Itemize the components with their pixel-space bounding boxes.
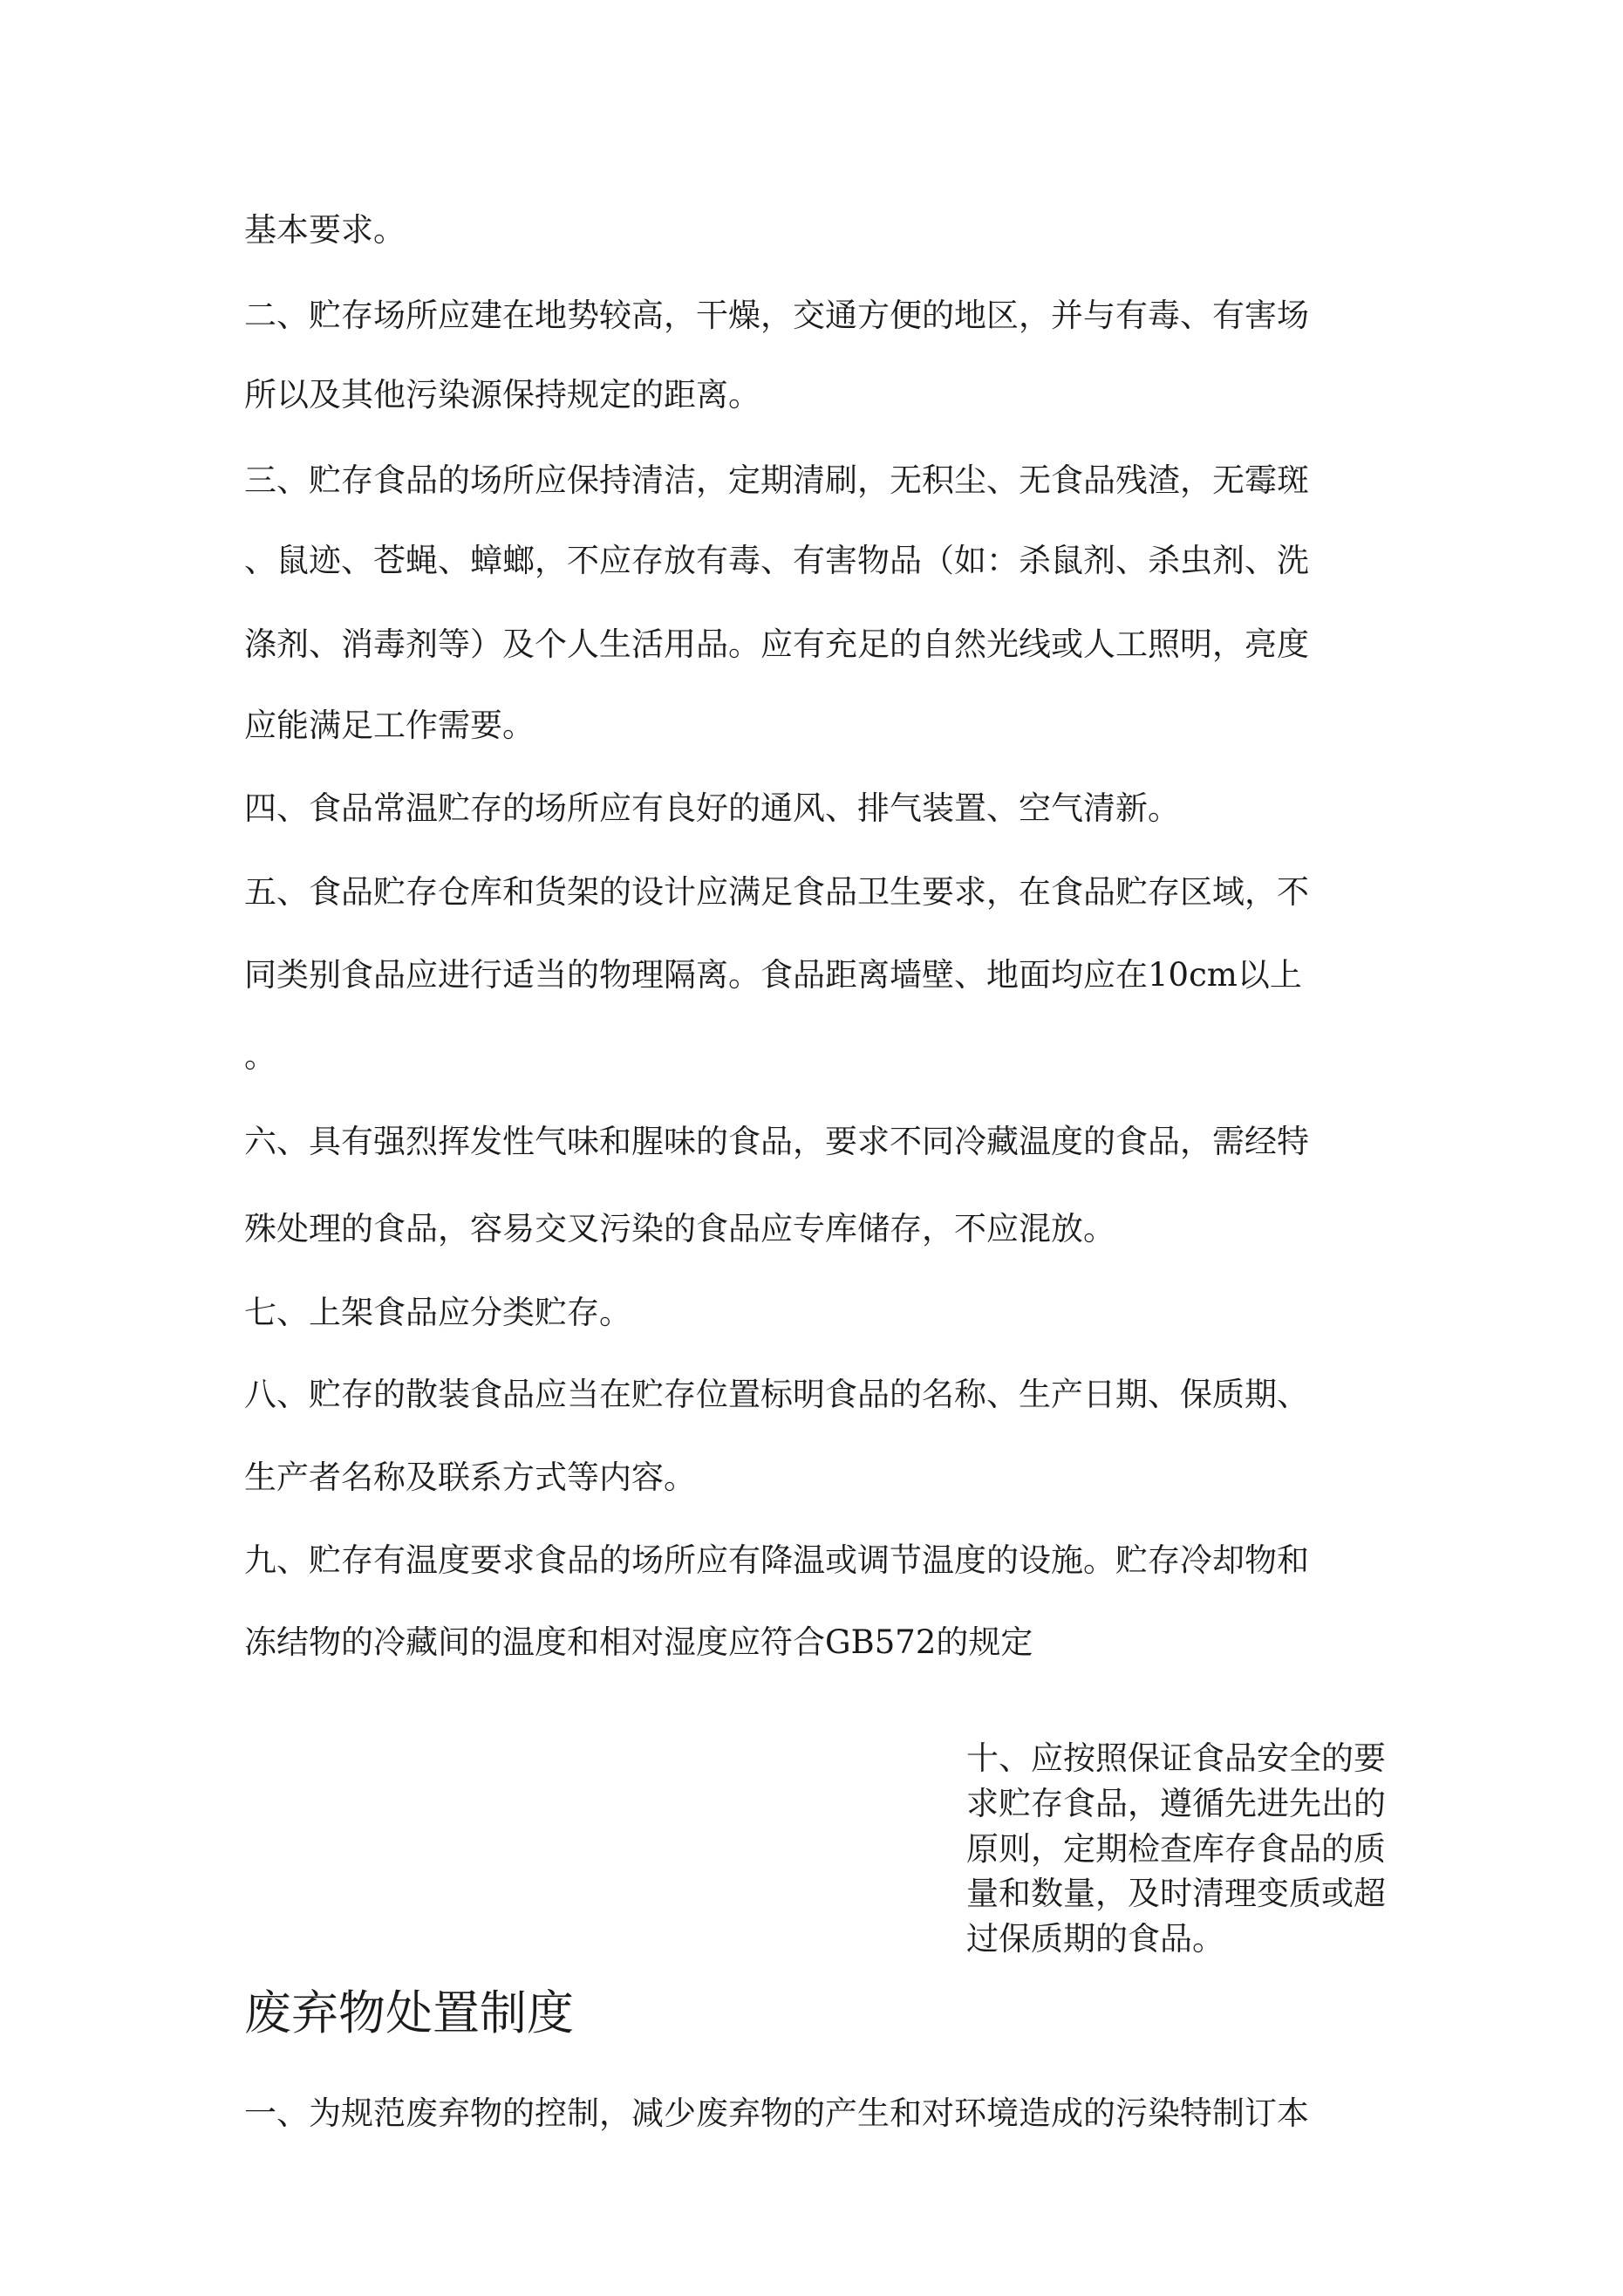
- paragraph-line: 一、为规范废弃物的控制，减少废弃物的产生和对环境造成的污染特制订本: [244, 2094, 1309, 2132]
- paragraph-line: 同类别食品应进行适当的物理隔离。食品距离墙壁、地面均应在10cm以上: [244, 956, 1302, 994]
- section-heading: 废弃物处置制度: [244, 1985, 574, 2040]
- paragraph-line: 四、食品常温贮存的场所应有良好的通风、排气装置、空气清新。: [244, 789, 1180, 827]
- paragraph-line: 六、具有强烈挥发性气味和腥味的食品，要求不同冷藏温度的食品，需经特: [244, 1123, 1309, 1160]
- paragraph-line: 五、食品贮存仓库和货架的设计应满足食品卫生要求，在食品贮存区域，不: [244, 873, 1309, 911]
- paragraph-line: 、鼠迹、苍蝇、蟑螂，不应存放有毒、有害物品（如：杀鼠剂、杀虫剂、洗: [244, 542, 1309, 579]
- paragraph-line: 三、贮存食品的场所应保持清洁，定期清刷，无积尘、无食品残渣，无霉斑: [244, 461, 1309, 499]
- paragraph-line: 所以及其他污染源保持规定的距离。: [244, 376, 760, 413]
- side-note-paragraph: 十、应按照保证食品安全的要求贮存食品，遵循先进先出的原则，定期检查库存食品的质量和数量，及时清理变质或超过保质期的食品。: [966, 1739, 1386, 1958]
- paragraph-line: 殊处理的食品，容易交叉污染的食品应专库储存，不应混放。: [244, 1210, 1115, 1247]
- paragraph-line: 九、贮存有温度要求食品的场所应有降温或调节温度的设施。贮存冷却物和: [244, 1541, 1309, 1579]
- paragraph-line: 基本要求。: [244, 211, 406, 249]
- paragraph-line: 八、贮存的散装食品应当在贮存位置标明食品的名称、生产日期、保质期、: [244, 1376, 1309, 1413]
- paragraph-line: 冻结物的冷藏间的温度和相对湿度应符合GB572的规定: [244, 1623, 1033, 1661]
- paragraph-line: 涤剂、消毒剂等）及个人生活用品。应有充足的自然光线或人工照明，亮度: [244, 625, 1309, 663]
- paragraph-line: 。: [244, 1037, 276, 1075]
- paragraph-line: 生产者名称及联系方式等内容。: [244, 1459, 696, 1496]
- paragraph-line: 二、贮存场所应建在地势较高，干燥，交通方便的地区，并与有毒、有害场: [244, 297, 1309, 334]
- paragraph-line: 应能满足工作需要。: [244, 707, 535, 744]
- paragraph-line: 七、上架食品应分类贮存。: [244, 1294, 631, 1331]
